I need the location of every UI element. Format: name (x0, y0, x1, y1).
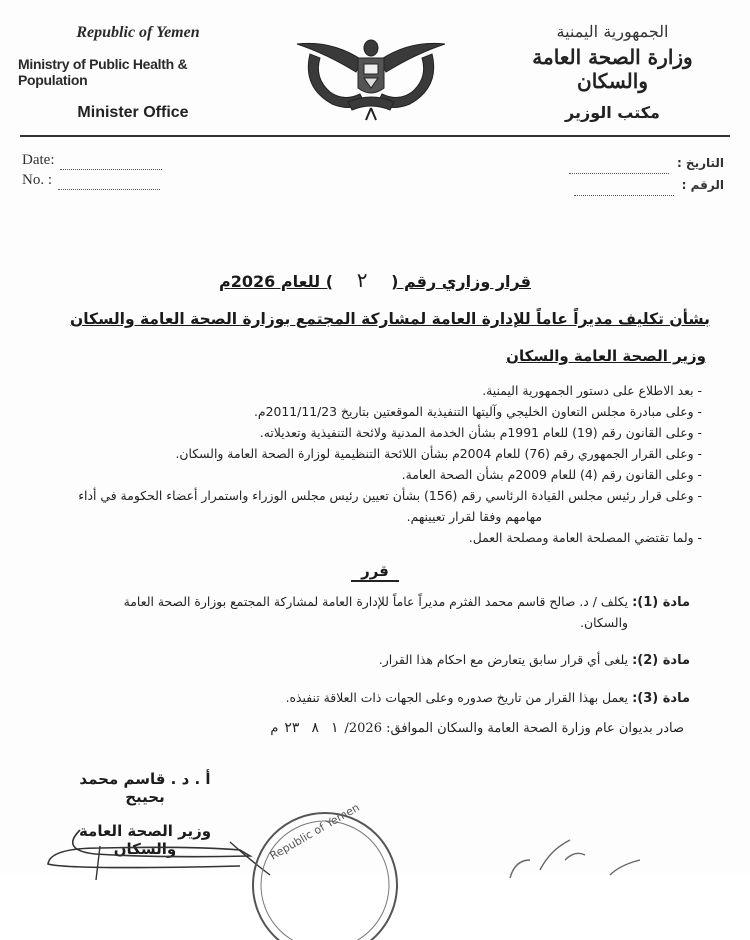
article-label: مادة (2): (632, 653, 690, 668)
english-letterhead (18, 24, 248, 122)
arabic-letterhead (505, 22, 720, 122)
preamble-item: - وعلى القانون رقم (4) للعام 2009م بشأن الصحة العامة. (401, 467, 702, 482)
issued-text: صادر بديوان عام وزارة الصحة العامة والسكان الموافق: (386, 721, 684, 736)
issued-line (270, 720, 684, 736)
decision-number: ٢ (356, 268, 368, 292)
meta-en (22, 150, 162, 190)
article-text-continuation: والسكان. (580, 615, 628, 630)
decision-subject: بشأن تكليف مديراً عاماً للإدارة العامة لمشاركة المجتمع بوزارة الصحة العامة والسكان (70, 310, 710, 328)
republic-en: Republic of Yemen (76, 24, 200, 41)
date-label-en: Date: (22, 152, 55, 168)
preamble-item: - وعلى قرار رئيس مجلس القيادة الرئاسي رقم (156) بشأن تعيين رئيس مجلس الوزراء واستمرار أعضاء الحكومة في أداء (78, 488, 702, 503)
issuer-heading: وزير الصحة العامة والسكان (506, 347, 706, 365)
preamble-item: - بعد الاطلاع على دستور الجمهورية اليمنية. (482, 383, 702, 398)
article-label: مادة (1): (632, 595, 690, 610)
no-field-ar (574, 183, 674, 196)
issued-day: ٢٣ (284, 720, 300, 736)
decision-title (0, 268, 750, 292)
articles-list (60, 592, 690, 726)
no-field-en (58, 177, 160, 190)
article-text: يعمل بهذا القرار من تاريخ صدوره وعلى الجهات ذات العلاقة تنفيذه. (285, 690, 629, 705)
preamble-item: - وعلى القانون رقم (19) للعام 1991م بشأن الخدمة المدنية ولائحة التنفيذية وتعديلاته. (259, 425, 702, 440)
article-1 (60, 592, 690, 633)
article-text: يكلف / د. صالح قاسم محمد الفثرم مديراً عاماً للإدارة العامة لمشاركة المجتمع بوزارة الصحة العامة (123, 594, 629, 609)
republic-ar: الجمهورية اليمنية (556, 22, 669, 41)
meta-ar (569, 152, 724, 196)
article-text: يلغى أي قرار سابق يتعارض مع احكام هذا القرار. (378, 652, 629, 667)
preamble-item: - وعلى القرار الجمهوري رقم (76) للعام 2004م بشأن اللائحة التنظيمية لوزارة الصحة العامة والسكان. (175, 446, 702, 461)
title-prefix: قرار وزاري رقم ( (391, 272, 531, 291)
ministry-en: Ministry of Public Health & Population (18, 56, 188, 88)
preamble-item: - وعلى مبادرة مجلس التعاون الخليجي وآليتها التنفيذية الموقعتين بتاريخ 2011/11/23م. (253, 404, 702, 419)
preamble-list (62, 380, 702, 548)
ministry-ar: وزارة الصحة العامة والسكان (532, 45, 693, 93)
office-ar: مكتب الوزير (565, 103, 660, 122)
issued-month: ٨ (311, 720, 319, 736)
signatory-title: وزير الصحة العامة والسكان (78, 822, 212, 858)
article-2 (60, 650, 690, 671)
date-label-ar: التاريخ : (676, 156, 724, 170)
preamble-item-continuation: مهامهم وفقا لقرار تعيينهم. (406, 509, 542, 524)
issued-year: /2026م (270, 721, 382, 736)
no-label-ar: الرقم : (681, 178, 724, 192)
office-en: Minister Office (77, 104, 189, 121)
decides-heading: قرر (0, 562, 750, 580)
article-label: مادة (3): (632, 691, 690, 706)
no-label-en: No. : (22, 172, 52, 188)
handwritten-note-icon (470, 820, 720, 880)
svg-text:Republic of Yemen: Republic of Yemen (267, 800, 362, 863)
date-field-en (60, 157, 162, 170)
preamble-item: - ولما تقتضي المصلحة العامة ومصلحة العمل. (468, 530, 702, 545)
header-divider (20, 135, 730, 137)
official-stamp-icon (230, 800, 400, 940)
signatory-name: أ . د . قاسم محمد بحيبح (79, 770, 211, 806)
article-3 (60, 688, 690, 709)
yemen-eagle-emblem-icon (292, 32, 450, 122)
date-field-ar (569, 161, 669, 174)
title-suffix: ) للعام 2026م (219, 272, 334, 291)
issued-sep: ١ (330, 720, 339, 736)
